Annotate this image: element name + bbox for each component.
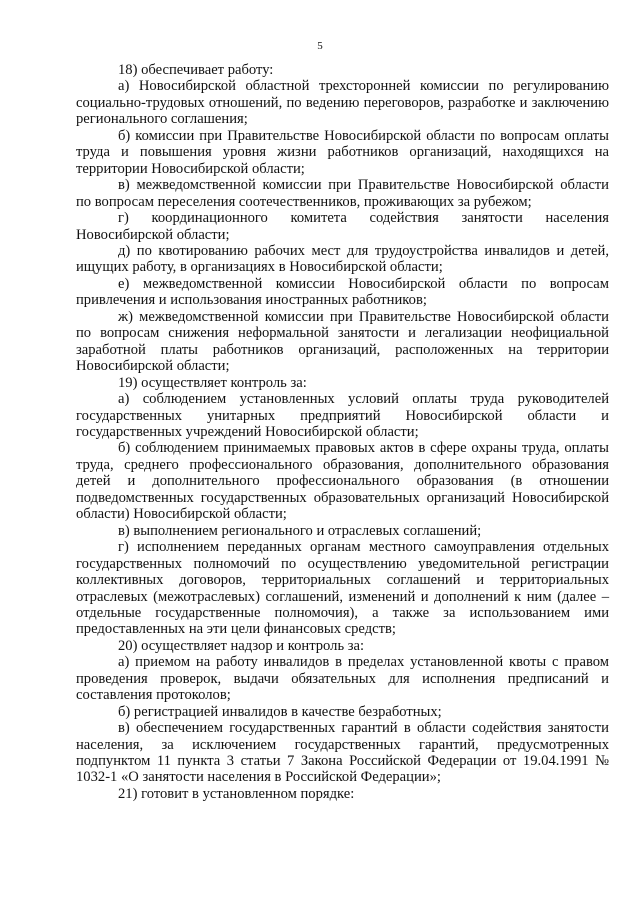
page-number: 5 bbox=[317, 40, 323, 52]
paragraph-20v: в) обеспечением государственных гарантий в области содействия занятости населения, за исключением государственных гарантий, предусмотренных подпунктом 11 пункта 3 статьи 7 Закона Российской Федерации от 19.04.1991 № 1032-1 «О занятости населения в Российской Федерации»; bbox=[76, 720, 609, 786]
paragraph-20b: б) регистрацией инвалидов в качестве безработных; bbox=[118, 703, 442, 720]
paragraph-18d: д) по квотированию рабочих мест для трудоустройства инвалидов и детей, ищущих работу, в организациях в Новосибирской области; bbox=[76, 242, 609, 276]
paragraph-18e: е) межведомственной комиссии Новосибирской области по вопросам привлечения и использования иностранных работников; bbox=[76, 275, 609, 309]
paragraph-item-19: 19) осуществляет контроль за: bbox=[118, 374, 307, 391]
paragraph-20a: а) приемом на работу инвалидов в пределах установленной квоты с правом проведения проверок, выдачи обязательных для исполнения предписаний и составления протоколов; bbox=[76, 654, 609, 704]
paragraph-19b: б) соблюдением принимаемых правовых актов в сфере охраны труда, оплаты труда, среднего профессионального образования, дополнительного образования детей и дополнительного профессионального образования (в отношении подведомственных государственных образовательных организаций Новосибирской области) Новосибирской области; bbox=[76, 440, 609, 523]
paragraph-18zh: ж) межведомственной комиссии при Правительстве Новосибирской области по вопросам снижения неформальной занятости и легализации неофициальной заработной платы работников организаций, расположенных на территории Новосибирской области; bbox=[76, 308, 609, 375]
paragraph-item-20: 20) осуществляет надзор и контроль за: bbox=[118, 637, 365, 654]
paragraph-item-18: 18) обеспечивает работу: bbox=[118, 62, 274, 78]
paragraph-19g: г) исполнением переданных органам местного самоуправления отдельных государственных полномочий по осуществлению уведомительной регистрации коллективных договоров, территориальных соглашений и территориальных отраслевых (межотраслевых) соглашений, изменений и дополнений к ним (далее – отдельные государственные полномочия), а также за использованием ими предоставленных на эти цели финансовых средств; bbox=[76, 539, 609, 638]
paragraph-18b: б) комиссии при Правительстве Новосибирской области по вопросам оплаты труда и повышения уровня жизни работников организаций, находящихся на территории Новосибирской области; bbox=[76, 127, 609, 177]
paragraph-18v: в) межведомственной комиссии при Правительстве Новосибирской области по вопросам переселения соотечественников, проживающих за рубежом; bbox=[76, 177, 609, 210]
document-body bbox=[76, 62, 609, 802]
paragraph-18g: г) координационного комитета содействия занятости населения Новосибирской области; bbox=[76, 210, 609, 243]
paragraph-19v: в) выполнением регионального и отраслевых соглашений; bbox=[118, 522, 482, 539]
paragraph-item-21: 21) готовит в установленном порядке: bbox=[118, 785, 355, 802]
paragraph-19a: а) соблюдением установленных условий оплаты труда руководителей государственных унитарных предприятий Новосибирской области и государственных учреждений Новосибирской области; bbox=[76, 391, 609, 440]
paragraph-18a: а) Новосибирской областной трехсторонней комиссии по регулированию социально-трудовых отношений, по ведению переговоров, разработке и заключению регионального соглашения; bbox=[76, 78, 609, 128]
